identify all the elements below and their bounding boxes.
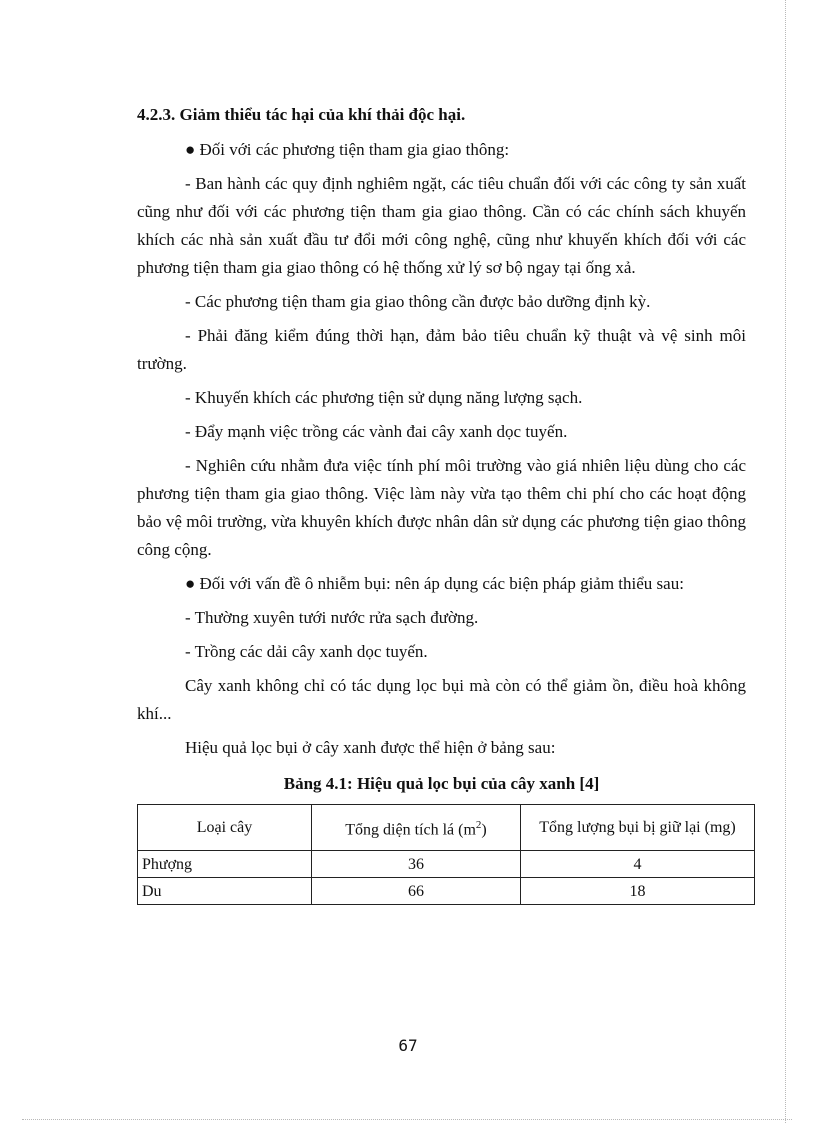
paragraph-tree-benefits: Cây xanh không chỉ có tác dụng lọc bụi mà còn có thể giảm ồn, điều hoà không khí...: [137, 676, 746, 723]
page-frame-right: [785, 0, 786, 1123]
table-row: [138, 878, 755, 905]
page-frame-bottom: [22, 1119, 792, 1120]
cell-area: 36: [312, 851, 521, 878]
paragraph-water-roads: - Thường xuyên tưới nước rửa sạch đường.: [185, 608, 479, 627]
bullet-dot-icon: ●: [185, 574, 200, 593]
paragraph-regulations: - Ban hành các quy định nghiêm ngặt, các tiêu chuẩn đối với các công ty sản xuất cũng như đối với các phương tiện tham gia giao thông. Cần có các chính sách khuyến khích các nhà sản xuất đầu tư đổi mới công nghệ, cũng như khuyến khích đối với các phương tiện tham gia giao thông có hệ thống xử lý sơ bộ ngay tại ống xả.: [137, 174, 746, 277]
paragraph-clean-energy: - Khuyến khích các phương tiện sử dụng năng lượng sạch.: [185, 388, 583, 407]
bullet-dust: [137, 570, 746, 598]
table-caption: Bảng 4.1: Hiệu quả lọc bụi của cây xanh [4]: [283, 774, 600, 793]
header-tree-type: Loại cây: [138, 805, 312, 851]
page-content: [137, 100, 746, 905]
paragraph-green-belts: - Đẩy mạnh việc trồng các vành đai cây xanh dọc tuyến.: [185, 422, 568, 441]
bullet-dust-text: Đối với vấn đề ô nhiễm bụi: nên áp dụng các biện pháp giảm thiểu sau:: [199, 574, 684, 593]
table-header-row: [138, 805, 755, 851]
paragraph-maintenance: - Các phương tiện tham gia giao thông cần được bảo dưỡng định kỳ.: [185, 292, 651, 311]
header-leaf-area: Tổng diện tích lá $(m^2)$: [312, 805, 521, 851]
dust-filter-table: [137, 804, 755, 905]
section-heading: 4.2.3. Giảm thiểu tác hại của khí thải độc hại.: [137, 105, 466, 124]
bullet-vehicles-text: Đối với các phương tiện tham gia giao thông:: [199, 140, 510, 159]
paragraph-plant-trees: - Trồng các dải cây xanh dọc tuyến.: [185, 642, 428, 661]
paragraph-inspection: - Phải đăng kiểm đúng thời hạn, đảm bảo tiêu chuẩn kỹ thuật và vệ sinh môi trường.: [137, 326, 746, 373]
cell-tree: Phượng: [138, 851, 312, 878]
header-dust-retained: Tổng lượng bụi bị giữ lại (mg): [521, 805, 755, 851]
bullet-vehicles: [137, 136, 746, 164]
cell-area: 66: [312, 878, 521, 905]
cell-tree: Du: [138, 878, 312, 905]
cell-dust: 18: [521, 878, 755, 905]
table-row: [138, 851, 755, 878]
page-number: 67: [398, 1036, 418, 1055]
bullet-dot-icon: ●: [185, 140, 200, 159]
cell-dust: 4: [521, 851, 755, 878]
paragraph-environment-fee: - Nghiên cứu nhằm đưa việc tính phí môi trường vào giá nhiên liệu dùng cho các phương tiện tham gia giao thông. Việc làm này vừa tạo thêm chi phí cho các hoạt động bảo vệ môi trường, vừa khuyên khích được nhân dân sử dụng các phương tiện giao thông công cộng.: [137, 456, 746, 559]
paragraph-table-intro: Hiệu quả lọc bụi ở cây xanh được thể hiện ở bảng sau:: [185, 738, 556, 757]
